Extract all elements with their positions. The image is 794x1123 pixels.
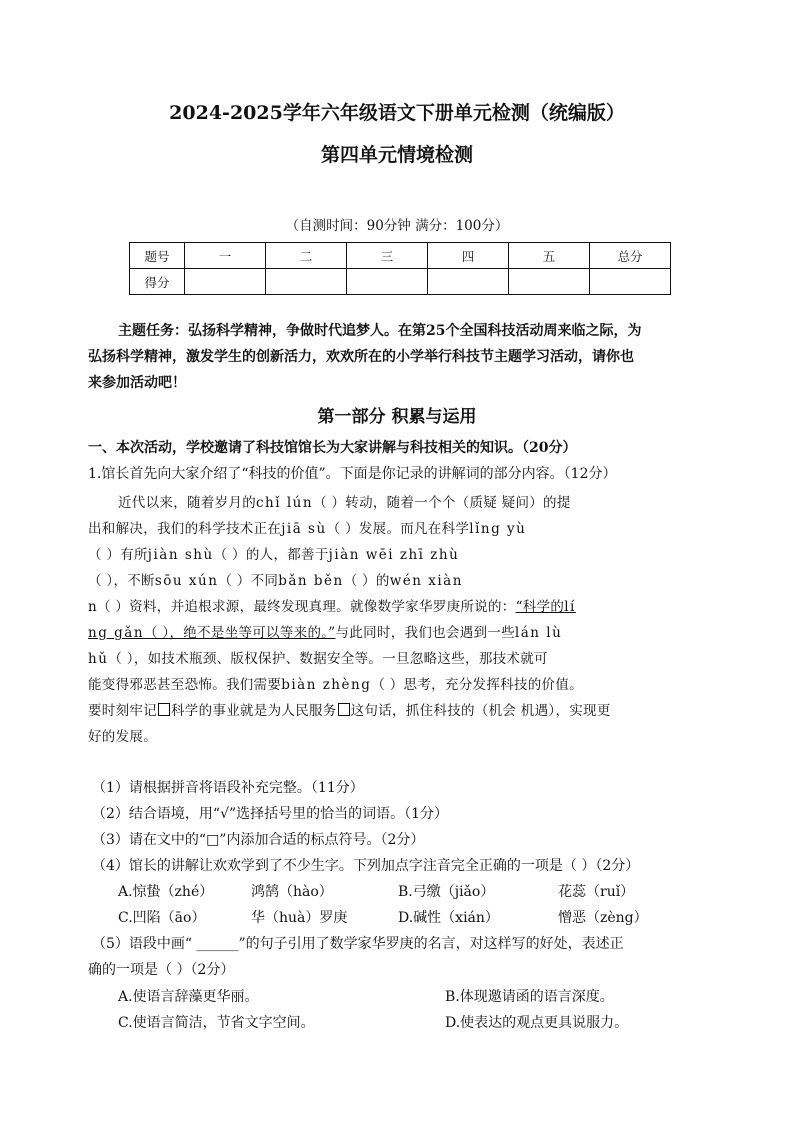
score-table-header-row <box>130 243 671 269</box>
option-a2: 鸿鹄（hào） <box>251 884 333 900</box>
pinyin: jiā sù <box>281 521 327 537</box>
pinyin: biàn zhèng <box>281 677 372 693</box>
item-5-line-1: （5）语段中画“ ______”的句子引用了数学家华罗庚的名言，对这样写的好处，表述正 <box>92 936 624 952</box>
passage-text: （ ），如技术瓶颈、版权保护、数据安全等。一旦忽略这些，那技术就可 <box>108 651 548 667</box>
pinyin: lán lù <box>514 625 563 641</box>
pinyin: jiàn wēi zhī zhù <box>328 547 460 563</box>
score-cell-header: 二 <box>266 243 347 269</box>
pinyin: sōu xún <box>154 573 219 589</box>
passage-line-3 <box>88 543 459 563</box>
document-title: 2024-2025学年六年级语文下册单元检测（统编版） <box>169 102 625 124</box>
passage-text: 能变得邪恶甚至恐怖。我们需要 <box>88 677 282 693</box>
theme-line-3: 来参加活动吧！ <box>88 375 186 391</box>
pinyin: lí <box>564 599 576 615</box>
item-4: （4）馆长的讲解让欢欢学到了不少生字。下列加点字注音完全正确的一项是（ ）（2分） <box>92 858 640 874</box>
score-cell-label: 题号 <box>130 243 185 269</box>
underlined-quote: “科学的 <box>515 599 565 615</box>
passage-line-9 <box>88 699 611 719</box>
item-3: （3）请在文中的“□”内添加合适的标点符号。（2分） <box>92 832 425 848</box>
pinyin: bǎn běn <box>278 573 344 589</box>
score-cell-header: 三 <box>347 243 428 269</box>
option-b2: 花蕊（ruǐ） <box>558 884 635 900</box>
item-1: （1）请根据拼音将语段补充完整。（11分） <box>92 780 364 796</box>
passage-line-4 <box>88 569 463 589</box>
q5-option-d: D.使表达的观点更具说服力。 <box>445 1015 629 1031</box>
passage-text: （ ）思考，充分发挥科技的价值。 <box>371 677 583 693</box>
underlined-quote: （ ），绝不是坐等可以等来的。” <box>144 625 336 641</box>
score-cell-empty[interactable] <box>509 269 590 295</box>
punctuation-box[interactable] <box>338 703 350 716</box>
option-c1: C.凹陷（āo） <box>118 910 206 926</box>
option-c2: 华（huà）罗庚 <box>251 910 348 926</box>
option-d2: 憎恶（zèng） <box>558 910 648 926</box>
passage-text: n（ ）资料，并追根求源，最终发现真理。就像数学家华罗庚所说的： <box>88 599 516 615</box>
score-cell-empty[interactable] <box>347 269 428 295</box>
passage-text: （ ）发展。而凡在科学 <box>326 521 470 537</box>
score-cell-header: 四 <box>428 243 509 269</box>
q5-option-b: B.体现邀请函的语言深度。 <box>445 989 614 1005</box>
passage-line-2 <box>88 517 526 537</box>
passage-line-10: 好的发展。 <box>88 729 157 745</box>
theme-label: 主题任务： <box>118 323 188 339</box>
score-cell-empty[interactable] <box>428 269 509 295</box>
time-info: （自测时间：90分钟 满分：100分） <box>285 218 509 234</box>
passage-text: （ ）的 <box>343 573 390 589</box>
passage-text: 出和解决，我们的科学技术正在 <box>88 521 282 537</box>
passage-text: （ ），不断 <box>88 573 155 589</box>
option-d1: D.碱性（xián） <box>398 910 499 926</box>
passage-text: 这句话，抓住科技的（机会 机遇），实现更 <box>350 703 611 719</box>
passage-line-7 <box>88 647 548 667</box>
q5-option-c: C.使语言简洁，节省文字空间。 <box>118 1015 315 1031</box>
passage-text: 要时刻牢记 <box>88 703 157 719</box>
score-cell-empty[interactable] <box>590 269 671 295</box>
passage-text: 科学的事业就是为人民服务 <box>171 703 337 719</box>
passage-text: （ ）的人，都善于 <box>213 547 329 563</box>
document-subtitle: 第四单元情境检测 <box>320 144 473 166</box>
score-cell-empty[interactable] <box>185 269 266 295</box>
option-a1: A.惊蛰（zhé） <box>118 884 214 900</box>
score-cell-header: 五 <box>509 243 590 269</box>
option-b1: B.弓缴（jiǎo） <box>398 884 495 900</box>
passage-line-6 <box>88 621 562 641</box>
q5-option-a: A.使语言辞藻更华丽。 <box>118 989 259 1005</box>
score-cell-label: 得分 <box>130 269 185 295</box>
score-cell-header: 总分 <box>590 243 671 269</box>
theme-line-1 <box>118 320 641 340</box>
sub-question-1: 1.馆长首先向大家介绍了“科技的价值”。下面是你记录的讲解词的部分内容。（12分） <box>88 466 617 482</box>
section-title: 第一部分 积累与运用 <box>317 407 477 427</box>
pinyin: wén xiàn <box>389 573 463 589</box>
pinyin: chǐ lún <box>256 495 314 511</box>
passage-text: （ ）转动，随着一个个（质疑 疑问）的提 <box>313 495 571 511</box>
passage-text: （ ）有所 <box>88 547 148 563</box>
item-5-line-2: 确的一项是（ ）（2分） <box>88 962 235 978</box>
passage-text: 与此同时，我们也会遇到一些 <box>335 625 515 641</box>
pinyin: ng gǎn <box>88 625 145 641</box>
passage-line-5 <box>88 595 576 615</box>
passage-line-1 <box>118 491 571 511</box>
passage-text: （ ）不同 <box>218 573 279 589</box>
item-2: （2）结合语境，用“√”选择括号里的恰当的词语。（1分） <box>92 806 449 822</box>
theme-text-1: 弘扬科学精神，争做时代追梦人。在第25个全国科技活动周来临之际，为 <box>188 323 642 339</box>
score-cell-header: 一 <box>185 243 266 269</box>
punctuation-box[interactable] <box>158 703 170 716</box>
question-heading: 一、本次活动，学校邀请了科技馆馆长为大家讲解与科技相关的知识。（20分） <box>88 440 577 456</box>
theme-line-2: 弘扬科学精神，激发学生的创新活力，欢欢所在的小学举行科技节主题学习活动，请你也 <box>88 349 634 365</box>
pinyin: jiàn shù <box>147 547 214 563</box>
score-table-score-row <box>130 269 671 295</box>
pinyin: lǐng yù <box>469 521 527 537</box>
score-table <box>129 242 671 295</box>
passage-text: 近代以来，随着岁月的 <box>118 495 256 511</box>
score-cell-empty[interactable] <box>266 269 347 295</box>
passage-line-8 <box>88 673 583 693</box>
pinyin: hǔ <box>88 651 109 667</box>
